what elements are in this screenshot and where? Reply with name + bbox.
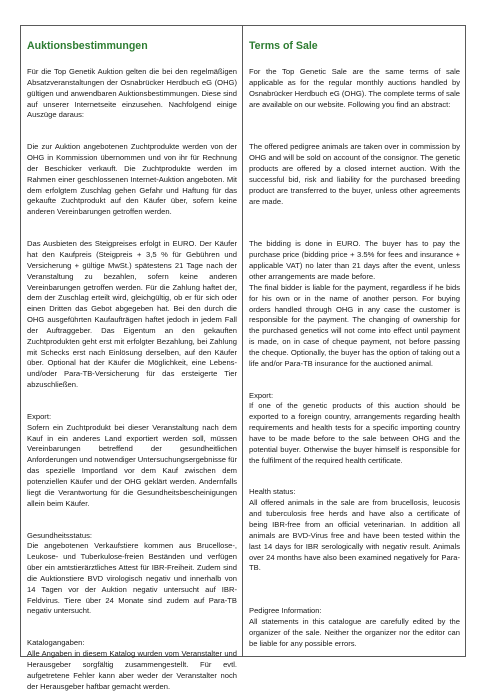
german-catalog-heading: Katalogangaben: [27, 638, 85, 648]
german-title: Auktionsbestimmungen [27, 40, 148, 52]
english-catalog: All statements in this catalogue are carefully edited by the organizer of the sale. Neither the organizer nor the editor can be liable for any possible errors. [249, 617, 460, 648]
english-payment: The bidding is done in EURO. The buyer has to pay the purchase price (bidding price + 3.5% for fees and insurance + applicable VAT) no later than 21 days after the event, unless other arrangements are made before. The final bidder is liable for the payment, regardless if he bids for his own or in the name of another person. For buying orders handled through OHG in any case the customer is responsible for the payment. The changing of ownership for the purchased genetics will not come into effect until payment is made, on in case of cheque payment, not before passing the cheque. Optionally, the buyer has the option of taking out a life and/or Para-TB insurance for the auctioned animal. [249, 239, 460, 368]
english-health-heading: Health status: [249, 487, 296, 497]
german-intro: Für die Top Genetik Auktion gelten die bei den regelmäßigen Absatzveranstaltungen der Osnabrücker Herdbuch eG (OHG) gültigen und anwendbaren Auktionsbestimmungen. Diese sind auf unserer Internetseite einzusehen. Nachfolgend einige Auszüge daraus: [27, 67, 237, 120]
english-health: All offered animals in the sale are from brucellosis, leucosis and tuberculosis free herds and have also a certificate of being IBR-free from an official veterinarian. In addition all animals are BVD-Virus free and have been tested within the last 14 days for IBR serologically with negativ result. Animals over 24 months have also been examined negatively for Para-TB. [249, 498, 460, 573]
german-commission: Die zur Auktion angebotenen Zuchtprodukte werden von der OHG in Kommission übernommen und von ihr für Rechnung der Beschicker verkauft. Die Zuchtprodukte werden im Rahmen einer geschlossenen Internet-Auktion angeboten. Mit dem erfolgtem Zuschlag gehen Gefahr und Haftung für das gekaufte Zuchtprodukt auf den Käufer über, sofern keine anderen Vereinbarungen getroffen werden. [27, 142, 237, 217]
german-export: Sofern ein Zuchtprodukt bei dieser Veranstaltung nach dem Kauf in ein anderes Land exportiert werden soll, müssen Vereinbarungen betreffend der gesundheitlichen Anforderungen und notwendiger Untersuchungsergebnisse für das spezielle Importland vor dem Kauf zwischen dem potenziellen Käufer und der OHG geklärt werden. Andernfalls liegt die Verantwortung für die Gesundheitsbescheinigungen allein beim Käufer. [27, 422, 237, 508]
german-health-heading: Gesundheitsstatus: [27, 530, 93, 540]
english-commission: The offered pedigree animals are taken over in commission by OHG and will be sold on account of the consignor. The genetic products are offered by a closed internet auction. With the successful bid, risk and liability for the purchased breeding product are transferred to the buyer, unless other agreements are made. [249, 142, 460, 206]
english-title: Terms of Sale [249, 40, 318, 52]
english-catalog-heading: Pedigree Information: [249, 606, 322, 616]
english-column [243, 26, 465, 656]
english-intro: For the Top Genetic Sale are the same terms of sale applicable as for the regular monthly auctions handled by Osnabrücker Herdbuch eG (OHG). The complete terms of sale are available on our website. Following you find an abstract: [249, 67, 460, 109]
german-catalog: Alle Angaben in diesem Katalog wurden vom Veranstalter und Herausgeber sorgfältig zusammengestellt. Für evtl. aufgetretene Fehler kann aber weder der Veranstalter noch der Herausgeber haftbar gemacht werden. [27, 649, 237, 691]
german-export-heading: Export: [27, 411, 52, 421]
german-column [21, 26, 243, 691]
terms-document [20, 25, 466, 691]
german-health: Die angebotenen Verkaufstiere kommen aus Brucellose-, Leukose- und Tuberkulose-freien Beständen und verfügen über ein amtstierärztliches Attest für IBR-Freiheit. Zudem sind die Auktionstiere BVD virologisch negativ und innerhalb von 14 Tagen vor der Auktion negativ untersucht auf IBR-Feldvirus. Tiere über 24 Monate sind zudem auf Para-TB negativ untersucht. [27, 541, 237, 616]
english-export: If one of the genetic products of this auction should be exported to a foreign country, arrangements regarding health requirements and health tests for a specific importing country have to be made before to the sale between OHG and the potential buyer. Otherwise the buyer himself is responsible for the fulfilment of the required health certificate. [249, 401, 460, 465]
english-export-heading: Export: [249, 390, 274, 400]
german-payment: Das Ausbieten des Steigpreises erfolgt in EURO. Der Käufer hat den Kaufpreis (Steigpreis + 3,5 % für Gebühren und Versicherung + gültige MwSt.) spätestens 21 Tage nach der Veranstaltung zu bezahlen, sofern keine anderen Vereinbarungen getroffen werden. Für die Zahlung haftet der, dem der Zuschlag erteilt wird, gleichgültig, ob er für sich oder einen Dritten das Gebot abgegeben hat. Bei den durch die OHG ausgeführten Kaufaufträgen haftet jedoch in jedem Fall der Auftraggeber. Das Eigentum an den gekauften Zuchtprodukten geht erst mit erfolgter Bezahlung, bei Zahlung mit Schecks erst nach Einlösung derselben, auf den Käufer über. Optional hat der Käufer die Möglichkeit, eine Lebens- und/oder Para-TB-Versicherung für das ersteigerte Tier abzuschließen. [27, 239, 237, 390]
